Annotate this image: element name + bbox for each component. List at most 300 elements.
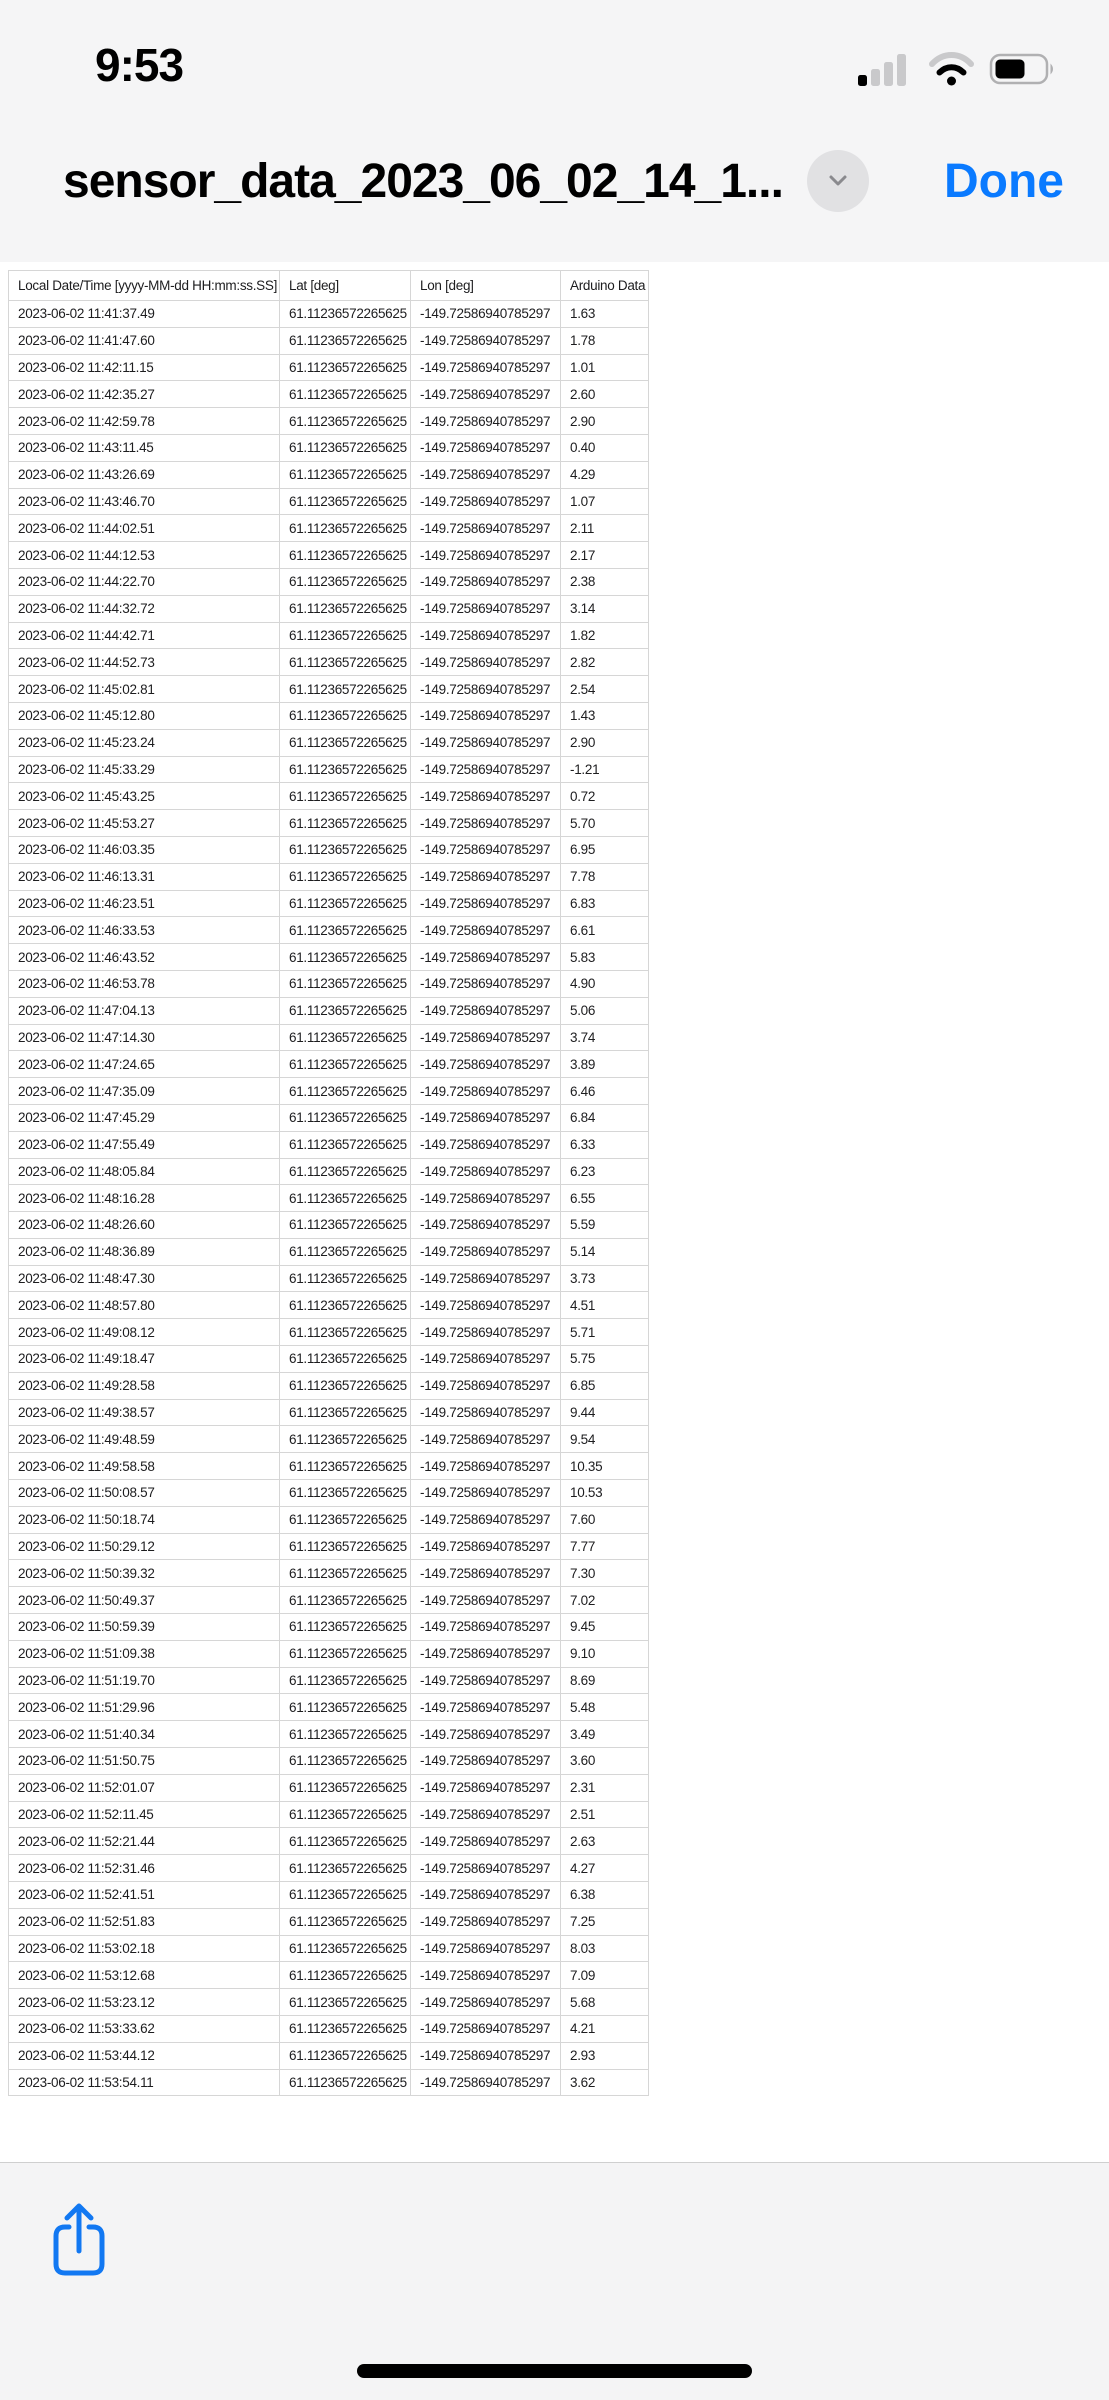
table-cell: -149.72586940785297 xyxy=(411,863,561,890)
table-cell: -149.72586940785297 xyxy=(411,542,561,569)
table-cell: -149.72586940785297 xyxy=(411,1989,561,2016)
table-row xyxy=(9,1774,649,1801)
table-cell: 61.11236572265625 xyxy=(280,890,411,917)
table-cell: 7.77 xyxy=(561,1533,649,1560)
table-cell: 2023-06-02 11:41:37.49 xyxy=(9,301,280,328)
table-cell: 61.11236572265625 xyxy=(280,1346,411,1373)
table-row xyxy=(9,836,649,863)
table-cell: 2023-06-02 11:44:52.73 xyxy=(9,649,280,676)
table-cell: -149.72586940785297 xyxy=(411,595,561,622)
table-row xyxy=(9,568,649,595)
table-cell: 61.11236572265625 xyxy=(280,1962,411,1989)
table-cell: 2023-06-02 11:49:28.58 xyxy=(9,1372,280,1399)
table-cell: 2023-06-02 11:41:47.60 xyxy=(9,327,280,354)
table-cell: 2023-06-02 11:43:26.69 xyxy=(9,461,280,488)
table-cell: 61.11236572265625 xyxy=(280,1506,411,1533)
table-cell: 6.84 xyxy=(561,1104,649,1131)
table-cell: 3.73 xyxy=(561,1265,649,1292)
table-cell: 2023-06-02 11:51:29.96 xyxy=(9,1694,280,1721)
table-row xyxy=(9,890,649,917)
table-cell: 2023-06-02 11:50:18.74 xyxy=(9,1506,280,1533)
table-row xyxy=(9,1185,649,1212)
table-row xyxy=(9,301,649,328)
table-cell: 61.11236572265625 xyxy=(280,1828,411,1855)
table-cell: 2023-06-02 11:44:02.51 xyxy=(9,515,280,542)
table-cell: 61.11236572265625 xyxy=(280,997,411,1024)
table-cell: 2.60 xyxy=(561,381,649,408)
table-cell: 61.11236572265625 xyxy=(280,1426,411,1453)
table-cell: 61.11236572265625 xyxy=(280,1480,411,1507)
table-cell: -149.72586940785297 xyxy=(411,1533,561,1560)
bottom-toolbar xyxy=(0,2162,1109,2400)
table-cell: 1.43 xyxy=(561,702,649,729)
table-cell: -149.72586940785297 xyxy=(411,1372,561,1399)
table-cell: 1.82 xyxy=(561,622,649,649)
table-cell: -149.72586940785297 xyxy=(411,488,561,515)
table-cell: 61.11236572265625 xyxy=(280,917,411,944)
table-row xyxy=(9,944,649,971)
table-row xyxy=(9,1453,649,1480)
table-cell: 2023-06-02 11:44:32.72 xyxy=(9,595,280,622)
table-cell: 2023-06-02 11:47:45.29 xyxy=(9,1104,280,1131)
table-cell: -149.72586940785297 xyxy=(411,1667,561,1694)
table-row xyxy=(9,434,649,461)
table-cell: 1.01 xyxy=(561,354,649,381)
table-cell: 2023-06-02 11:53:33.62 xyxy=(9,2016,280,2043)
table-cell: 61.11236572265625 xyxy=(280,434,411,461)
table-row xyxy=(9,783,649,810)
table-cell: 9.54 xyxy=(561,1426,649,1453)
table-cell: 61.11236572265625 xyxy=(280,1078,411,1105)
table-cell: -149.72586940785297 xyxy=(411,1104,561,1131)
table-cell: 61.11236572265625 xyxy=(280,944,411,971)
table-cell: 7.60 xyxy=(561,1506,649,1533)
table-cell: 61.11236572265625 xyxy=(280,1560,411,1587)
table-cell: 61.11236572265625 xyxy=(280,1989,411,2016)
table-cell: 61.11236572265625 xyxy=(280,702,411,729)
table-cell: 2023-06-02 11:44:12.53 xyxy=(9,542,280,569)
table-row xyxy=(9,2069,649,2096)
table-cell: 2023-06-02 11:48:47.30 xyxy=(9,1265,280,1292)
table-cell: 2023-06-02 11:48:36.89 xyxy=(9,1238,280,1265)
table-cell: 4.51 xyxy=(561,1292,649,1319)
table-cell: -149.72586940785297 xyxy=(411,676,561,703)
table-row xyxy=(9,408,649,435)
table-row xyxy=(9,515,649,542)
table-row xyxy=(9,1104,649,1131)
table-row xyxy=(9,1131,649,1158)
table-row xyxy=(9,649,649,676)
table-cell: 61.11236572265625 xyxy=(280,461,411,488)
table-row xyxy=(9,1882,649,1909)
table-cell: 2023-06-02 11:49:08.12 xyxy=(9,1319,280,1346)
table-cell: -149.72586940785297 xyxy=(411,461,561,488)
table-cell: -1.21 xyxy=(561,756,649,783)
table-cell: 2023-06-02 11:52:51.83 xyxy=(9,1908,280,1935)
table-cell: 6.85 xyxy=(561,1372,649,1399)
table-cell: 61.11236572265625 xyxy=(280,1667,411,1694)
table-cell: -149.72586940785297 xyxy=(411,1480,561,1507)
table-cell: 2023-06-02 11:42:11.15 xyxy=(9,354,280,381)
preview-scroll-area[interactable] xyxy=(0,262,1109,2163)
status-icons xyxy=(858,51,1057,92)
table-cell: -149.72586940785297 xyxy=(411,408,561,435)
table-cell: 2023-06-02 11:53:44.12 xyxy=(9,2042,280,2069)
table-cell: -149.72586940785297 xyxy=(411,1051,561,1078)
table-cell: -149.72586940785297 xyxy=(411,917,561,944)
table-row xyxy=(9,702,649,729)
table-cell: -149.72586940785297 xyxy=(411,783,561,810)
table-cell: 6.23 xyxy=(561,1158,649,1185)
table-row xyxy=(9,1212,649,1239)
table-cell: 61.11236572265625 xyxy=(280,783,411,810)
table-cell: 2023-06-02 11:49:48.59 xyxy=(9,1426,280,1453)
table-cell: 61.11236572265625 xyxy=(280,676,411,703)
table-cell: 4.21 xyxy=(561,2016,649,2043)
table-cell: 2023-06-02 11:46:43.52 xyxy=(9,944,280,971)
table-cell: -149.72586940785297 xyxy=(411,1238,561,1265)
table-row xyxy=(9,1051,649,1078)
table-cell: -149.72586940785297 xyxy=(411,1935,561,1962)
table-cell: 61.11236572265625 xyxy=(280,1935,411,1962)
title-menu-button[interactable] xyxy=(807,150,869,212)
table-row xyxy=(9,461,649,488)
table-row xyxy=(9,1908,649,1935)
table-cell: -149.72586940785297 xyxy=(411,2042,561,2069)
table-cell: -149.72586940785297 xyxy=(411,1855,561,1882)
table-cell: 2023-06-02 11:53:12.68 xyxy=(9,1962,280,1989)
table-cell: 2023-06-02 11:48:26.60 xyxy=(9,1212,280,1239)
table-cell: 2023-06-02 11:50:08.57 xyxy=(9,1480,280,1507)
table-cell: 2023-06-02 11:51:19.70 xyxy=(9,1667,280,1694)
table-cell: 2023-06-02 11:47:24.65 xyxy=(9,1051,280,1078)
table-row xyxy=(9,327,649,354)
table-cell: 7.09 xyxy=(561,1962,649,1989)
table-cell: -149.72586940785297 xyxy=(411,1185,561,1212)
table-cell: -149.72586940785297 xyxy=(411,1265,561,1292)
table-cell: 4.90 xyxy=(561,970,649,997)
table-cell: 61.11236572265625 xyxy=(280,515,411,542)
table-cell: -149.72586940785297 xyxy=(411,756,561,783)
table-cell: 61.11236572265625 xyxy=(280,1399,411,1426)
table-row xyxy=(9,997,649,1024)
table-cell: 61.11236572265625 xyxy=(280,381,411,408)
table-cell: -149.72586940785297 xyxy=(411,1560,561,1587)
table-row xyxy=(9,2042,649,2069)
table-cell: -149.72586940785297 xyxy=(411,327,561,354)
table-cell: 7.78 xyxy=(561,863,649,890)
column-header-lat: Lat [deg] xyxy=(280,271,411,301)
table-cell: 8.69 xyxy=(561,1667,649,1694)
table-cell: 61.11236572265625 xyxy=(280,1453,411,1480)
table-row xyxy=(9,1506,649,1533)
table-cell: -149.72586940785297 xyxy=(411,1212,561,1239)
table-cell: 2023-06-02 11:46:53.78 xyxy=(9,970,280,997)
title-bar xyxy=(0,100,1109,262)
table-cell: 61.11236572265625 xyxy=(280,810,411,837)
table-cell: 2023-06-02 11:42:59.78 xyxy=(9,408,280,435)
table-cell: 61.11236572265625 xyxy=(280,970,411,997)
table-row xyxy=(9,622,649,649)
table-cell: 61.11236572265625 xyxy=(280,836,411,863)
table-cell: -149.72586940785297 xyxy=(411,702,561,729)
wifi-icon xyxy=(928,52,975,92)
table-cell: 10.35 xyxy=(561,1453,649,1480)
table-cell: -149.72586940785297 xyxy=(411,1158,561,1185)
table-cell: 6.38 xyxy=(561,1882,649,1909)
table-cell: 61.11236572265625 xyxy=(280,1774,411,1801)
table-cell: 5.71 xyxy=(561,1319,649,1346)
table-cell: 1.63 xyxy=(561,301,649,328)
table-cell: 61.11236572265625 xyxy=(280,327,411,354)
table-cell: 61.11236572265625 xyxy=(280,649,411,676)
table-row xyxy=(9,1694,649,1721)
table-row xyxy=(9,1989,649,2016)
table-cell: 9.44 xyxy=(561,1399,649,1426)
table-cell: 2023-06-02 11:47:04.13 xyxy=(9,997,280,1024)
table-cell: 2023-06-02 11:53:02.18 xyxy=(9,1935,280,1962)
table-cell: 61.11236572265625 xyxy=(280,1238,411,1265)
table-cell: 2.54 xyxy=(561,676,649,703)
table-row xyxy=(9,1024,649,1051)
table-cell: -149.72586940785297 xyxy=(411,1774,561,1801)
table-cell: 61.11236572265625 xyxy=(280,488,411,515)
table-cell: 61.11236572265625 xyxy=(280,1748,411,1775)
table-row xyxy=(9,1399,649,1426)
table-row xyxy=(9,2016,649,2043)
table-cell: 5.83 xyxy=(561,944,649,971)
table-row xyxy=(9,810,649,837)
table-row xyxy=(9,488,649,515)
table-row xyxy=(9,676,649,703)
table-cell: 2.63 xyxy=(561,1828,649,1855)
table-row xyxy=(9,756,649,783)
table-cell: 61.11236572265625 xyxy=(280,1319,411,1346)
table-cell: 2023-06-02 11:50:39.32 xyxy=(9,1560,280,1587)
table-cell: 61.11236572265625 xyxy=(280,863,411,890)
table-row xyxy=(9,917,649,944)
table-cell: 2023-06-02 11:42:35.27 xyxy=(9,381,280,408)
home-indicator[interactable] xyxy=(357,2364,752,2378)
table-cell: 1.78 xyxy=(561,327,649,354)
table-cell: 2.90 xyxy=(561,408,649,435)
table-cell: -149.72586940785297 xyxy=(411,2016,561,2043)
table-cell: 0.40 xyxy=(561,434,649,461)
table-cell: -149.72586940785297 xyxy=(411,1024,561,1051)
table-row xyxy=(9,1292,649,1319)
table-cell: -149.72586940785297 xyxy=(411,1694,561,1721)
table-cell: 61.11236572265625 xyxy=(280,1855,411,1882)
csv-table-header xyxy=(9,271,649,301)
table-cell: -149.72586940785297 xyxy=(411,944,561,971)
table-cell: -149.72586940785297 xyxy=(411,997,561,1024)
table-cell: 2023-06-02 11:50:59.39 xyxy=(9,1614,280,1641)
table-cell: -149.72586940785297 xyxy=(411,1319,561,1346)
table-row xyxy=(9,1372,649,1399)
table-row xyxy=(9,1533,649,1560)
table-cell: -149.72586940785297 xyxy=(411,1828,561,1855)
table-row xyxy=(9,1962,649,1989)
table-cell: -149.72586940785297 xyxy=(411,649,561,676)
table-cell: 61.11236572265625 xyxy=(280,1265,411,1292)
table-cell: 61.11236572265625 xyxy=(280,1587,411,1614)
table-cell: 10.53 xyxy=(561,1480,649,1507)
table-cell: -149.72586940785297 xyxy=(411,836,561,863)
table-cell: 6.83 xyxy=(561,890,649,917)
table-cell: 5.14 xyxy=(561,1238,649,1265)
table-cell: 6.61 xyxy=(561,917,649,944)
table-row xyxy=(9,595,649,622)
table-cell: 2023-06-02 11:52:11.45 xyxy=(9,1801,280,1828)
table-cell: -149.72586940785297 xyxy=(411,1506,561,1533)
table-cell: -149.72586940785297 xyxy=(411,970,561,997)
share-button[interactable] xyxy=(48,2199,110,2284)
table-cell: 61.11236572265625 xyxy=(280,595,411,622)
table-cell: 2023-06-02 11:52:41.51 xyxy=(9,1882,280,1909)
table-cell: 8.03 xyxy=(561,1935,649,1962)
table-cell: 61.11236572265625 xyxy=(280,1908,411,1935)
table-cell: 6.95 xyxy=(561,836,649,863)
table-cell: 2023-06-02 11:50:49.37 xyxy=(9,1587,280,1614)
column-header-datetime: Local Date/Time [yyyy-MM-dd HH:mm:ss.SS] xyxy=(9,271,280,301)
table-cell: -149.72586940785297 xyxy=(411,1399,561,1426)
table-cell: 9.10 xyxy=(561,1640,649,1667)
table-cell: 61.11236572265625 xyxy=(280,622,411,649)
done-button[interactable]: Done xyxy=(944,154,1064,208)
table-cell: 2023-06-02 11:43:11.45 xyxy=(9,434,280,461)
table-cell: 2023-06-02 11:51:09.38 xyxy=(9,1640,280,1667)
table-cell: 6.46 xyxy=(561,1078,649,1105)
table-cell: 61.11236572265625 xyxy=(280,1131,411,1158)
table-row xyxy=(9,1855,649,1882)
table-cell: 3.14 xyxy=(561,595,649,622)
status-time: 9:53 xyxy=(95,39,184,91)
table-cell: -149.72586940785297 xyxy=(411,1346,561,1373)
table-cell: 5.06 xyxy=(561,997,649,1024)
table-row xyxy=(9,1480,649,1507)
table-cell: 3.60 xyxy=(561,1748,649,1775)
table-row xyxy=(9,1238,649,1265)
table-cell: 5.75 xyxy=(561,1346,649,1373)
table-row xyxy=(9,1935,649,1962)
cellular-signal-icon xyxy=(858,51,914,92)
table-cell: 2023-06-02 11:49:18.47 xyxy=(9,1346,280,1373)
table-cell: 2023-06-02 11:53:54.11 xyxy=(9,2069,280,2096)
table-cell: -149.72586940785297 xyxy=(411,1962,561,1989)
table-cell: 61.11236572265625 xyxy=(280,1372,411,1399)
table-cell: 2023-06-02 11:45:33.29 xyxy=(9,756,280,783)
table-cell: 2023-06-02 11:51:50.75 xyxy=(9,1748,280,1775)
table-cell: 2.17 xyxy=(561,542,649,569)
table-cell: 0.72 xyxy=(561,783,649,810)
table-cell: -149.72586940785297 xyxy=(411,890,561,917)
table-cell: 5.70 xyxy=(561,810,649,837)
table-cell: 1.07 xyxy=(561,488,649,515)
table-cell: -149.72586940785297 xyxy=(411,515,561,542)
file-title: sensor_data_2023_06_02_14_1... xyxy=(63,154,783,208)
table-cell: 5.59 xyxy=(561,1212,649,1239)
table-cell: 61.11236572265625 xyxy=(280,1640,411,1667)
table-cell: 61.11236572265625 xyxy=(280,1104,411,1131)
table-cell: 2023-06-02 11:48:57.80 xyxy=(9,1292,280,1319)
table-row xyxy=(9,729,649,756)
table-cell: 2.82 xyxy=(561,649,649,676)
table-cell: 2023-06-02 11:52:31.46 xyxy=(9,1855,280,1882)
table-row xyxy=(9,1426,649,1453)
table-row xyxy=(9,1721,649,1748)
table-cell: 2.38 xyxy=(561,568,649,595)
table-cell: 2023-06-02 11:46:13.31 xyxy=(9,863,280,890)
table-cell: 2023-06-02 11:47:35.09 xyxy=(9,1078,280,1105)
table-cell: 61.11236572265625 xyxy=(280,2069,411,2096)
table-row xyxy=(9,1319,649,1346)
table-row xyxy=(9,1828,649,1855)
table-cell: 2.93 xyxy=(561,2042,649,2069)
status-bar xyxy=(0,0,1109,100)
table-cell: 5.48 xyxy=(561,1694,649,1721)
table-cell: 2023-06-02 11:46:03.35 xyxy=(9,836,280,863)
table-cell: 61.11236572265625 xyxy=(280,408,411,435)
table-cell: -149.72586940785297 xyxy=(411,1426,561,1453)
battery-icon xyxy=(989,52,1057,91)
table-cell: 2.31 xyxy=(561,1774,649,1801)
table-cell: -149.72586940785297 xyxy=(411,1292,561,1319)
table-cell: 5.68 xyxy=(561,1989,649,2016)
table-cell: 2023-06-02 11:51:40.34 xyxy=(9,1721,280,1748)
table-cell: 2023-06-02 11:46:33.53 xyxy=(9,917,280,944)
table-cell: -149.72586940785297 xyxy=(411,729,561,756)
table-cell: 2023-06-02 11:49:58.58 xyxy=(9,1453,280,1480)
table-cell: -149.72586940785297 xyxy=(411,1453,561,1480)
table-row xyxy=(9,354,649,381)
table-cell: 3.49 xyxy=(561,1721,649,1748)
table-cell: 3.89 xyxy=(561,1051,649,1078)
table-cell: 61.11236572265625 xyxy=(280,1292,411,1319)
table-cell: 7.02 xyxy=(561,1587,649,1614)
table-cell: 61.11236572265625 xyxy=(280,1614,411,1641)
table-cell: 6.33 xyxy=(561,1131,649,1158)
table-cell: 2.51 xyxy=(561,1801,649,1828)
table-cell: 3.62 xyxy=(561,2069,649,2096)
column-header-lon: Lon [deg] xyxy=(411,271,561,301)
table-cell: 61.11236572265625 xyxy=(280,756,411,783)
table-cell: 7.25 xyxy=(561,1908,649,1935)
table-cell: 61.11236572265625 xyxy=(280,2016,411,2043)
table-cell: 61.11236572265625 xyxy=(280,354,411,381)
table-row xyxy=(9,381,649,408)
table-row xyxy=(9,863,649,890)
table-row xyxy=(9,1560,649,1587)
table-cell: 2023-06-02 11:52:01.07 xyxy=(9,1774,280,1801)
table-cell: -149.72586940785297 xyxy=(411,1131,561,1158)
table-cell: -149.72586940785297 xyxy=(411,1801,561,1828)
table-cell: 2023-06-02 11:43:46.70 xyxy=(9,488,280,515)
table-cell: 2023-06-02 11:48:16.28 xyxy=(9,1185,280,1212)
csv-table xyxy=(8,270,649,2096)
table-cell: 2023-06-02 11:44:42.71 xyxy=(9,622,280,649)
chevron-down-icon xyxy=(822,164,854,199)
table-cell: -149.72586940785297 xyxy=(411,622,561,649)
table-cell: 7.30 xyxy=(561,1560,649,1587)
table-cell: 61.11236572265625 xyxy=(280,1051,411,1078)
table-row xyxy=(9,1614,649,1641)
table-cell: 61.11236572265625 xyxy=(280,1801,411,1828)
table-row xyxy=(9,970,649,997)
table-cell: -149.72586940785297 xyxy=(411,810,561,837)
table-cell: -149.72586940785297 xyxy=(411,2069,561,2096)
table-cell: 2023-06-02 11:44:22.70 xyxy=(9,568,280,595)
table-cell: 2023-06-02 11:50:29.12 xyxy=(9,1533,280,1560)
